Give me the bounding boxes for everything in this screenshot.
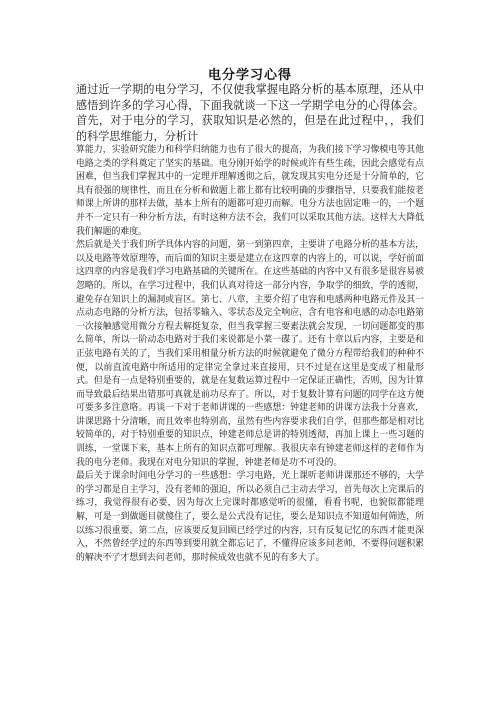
document-title: 电分学习心得: [207, 68, 292, 83]
paragraph-after-class: 最后关于课余时间电分学习的一些感想：学习电路，光上课听老师讲课那还不够的，大学的学习都是自主学习，没有老师的强迫，所以必须自己主动去学习，首先每次上完课后的练习，我觉得很有必要，因为每次上完课时都感觉听的很懂，看看书呢，也貌似都能理解，可是一到做题目就傻住了，要么是公式没有记住，要么是知识点不知道如何筛选，所以练习很重要，第二点，应该要反复回顾已经学过的内容，只有反复记忆的东西才能更深入，不然曾经学过的东西等到要用就全都忘记了，不懂得应该多问老师，不要得问题积累的解决不了才想到去问老师，那时候成效也就不见的有多大了。: [76, 471, 424, 563]
paragraph-course-content: 然后就是关于我们所学具体内容的问题，第一到第四章，主要讲了电路分析的基本方法，以及电路等效原理等，而后面的知识主要是建立在这四章的内容上的，可以说，学好前面这四章的内容是我们学习电路基础的关键所在。在这些基础的内容中又有很多是很容易被忽略的。所以，在学习过程中，我们认真对待这一部分内容，争取学的细致，学的透彻，避免存在知识上的漏洞或盲区。第七、八章，主要介绍了电容和电感两种电路元件及其一点动态电路的分析方法，包括零输入、零状态及完全响应，含有电容和电感的动态电路第一次接触感觉用微分方程去解挺复杂，但当我掌握三要素法就会发现，一切问题都变的那么简单，所以一阶动态电路对于我们来说都是小菜一碟了。还有十章以后内容，主要是和正弦电路有关的了，当我们采用相量分析方法的时候就避免了微分方程带给我们的种种不便，以前直流电路中所适用的定律完全拿过来直接用，只不过是在这里是变成了相量形式。但是有一点是特别重要的，就是在复数运算过程中一定保证正确性，否则，因为计算而导致最后结果出错那可真就是前功尽弃了。所以，对于复数计算有问题的同学在这方便可要多多注意咯。再谈一下对于老师讲课的一些感想：钟建老师的讲课方法我十分喜欢，讲课思路十分清晰，而且效率也特别高，虽然有些内容要求我们自学，但那些都是相对比较简单的，对于特别重要的知识点，钟建老师总是讲的特别透彻，再加上课上一些习题的训练，一堂课下来，基本上所有的知识点都可理解。我很庆幸有钟建老师这样的老师作为我的电分老师。我现在对电分知识的掌握，钟建老师是功不可没的。: [76, 240, 424, 468]
document-body: [76, 82, 424, 565]
footer-divider: [76, 555, 122, 556]
paragraph-intro: 通过近一学期的电分学习，不仅使我掌握电路分析的基本原理，还从中感悟到许多的学习心得，下面我就谈一下这一学期学电分的心得体会。首先，对于电分的学习，获取知识是必然的，但是在此过程中，，我们的科学思维能力，分析计: [76, 83, 424, 143]
paragraph-study-ability: 算能力，实验研究能力和科学归纳能力也有了很大的提高，为我们接下学习像模电等其他电路之类的学科奠定了坚实的基础。电分刚开始学的时候或许有些生疏，因此会感觉有点困难，但当我们掌握其中的一定理并理解透彻之后，就发现其实电分还是十分简单的，它具有很强的规律性，而且在分析和做题上都上都有比较明确的步骤指导，只要我们能按老师课上所讲的那样去做，基本上所有的题都可迎刃而解。电分方法也固定唯一的，一个题并不一定只有一种分析方法，有时这种方法不会，我们可以采取其他方法。这样大大降低我们解题的难度。: [76, 145, 424, 237]
